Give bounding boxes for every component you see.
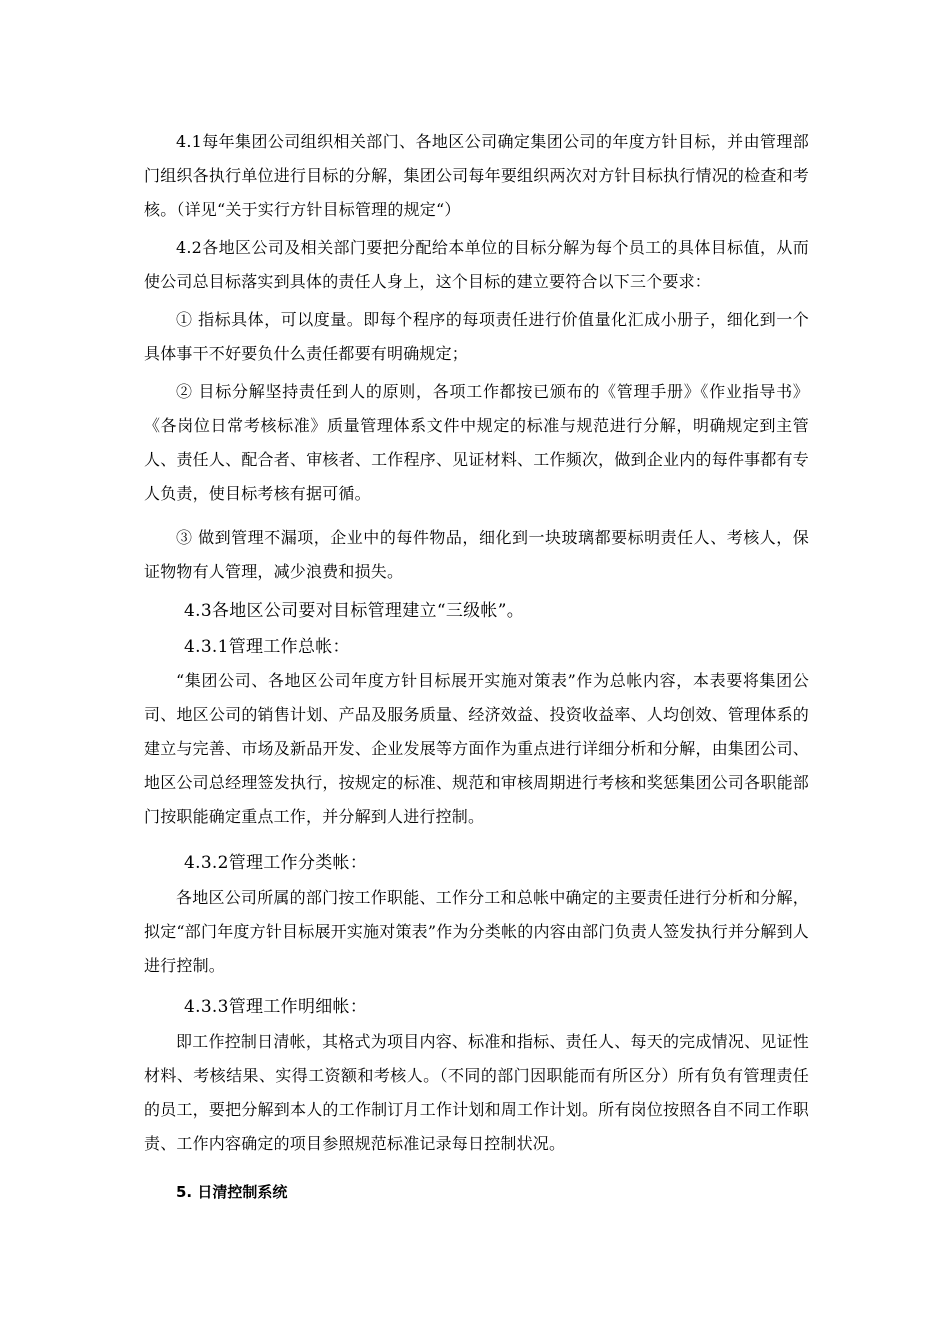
heading-4-3-1: 4.3.1管理工作总帐： — [184, 637, 350, 657]
paragraph-4-3-2: 各地区公司所属的部门按工作职能、工作分工和总帐中确定的主要责任进行分析和分解，拟定“部门年度方针目标展开实施对策表”作为分类帐的内容由部门负责人签发执行并分解到人进行控制。 — [144, 888, 809, 975]
paragraph-4-1: 4.1每年集团公司组织相关部门、各地区公司确定集团公司的年度方针目标，并由管理部门组织各执行单位进行目标的分解，集团公司每年要组织两次对方针目标执行情况的检查和考核。（详见“关于实行方针目标管理的规定“） — [144, 132, 809, 219]
requirement-3: ③ 做到管理不漏项，企业中的每件物品，细化到一块玻璃都要标明责任人、考核人，保证物物有人管理，减少浪费和损失。 — [144, 528, 809, 581]
requirement-1: ① 指标具体，可以度量。即每个程序的每项责任进行价值量化汇成小册子，细化到一个具体事干不好要负什么责任都要有明确规定； — [144, 310, 809, 363]
paragraph-4-2: 4.2各地区公司及相关部门要把分配给本单位的目标分解为每个员工的具体目标值，从而使公司总目标落实到具体的责任人身上，这个目标的建立要符合以下三个要求： — [144, 238, 809, 291]
section-5-title: 5. 日清控制系统 — [176, 1183, 288, 1201]
heading-4-3-3: 4.3.3管理工作明细帐： — [184, 997, 368, 1017]
paragraph-4-3-1: “集团公司、各地区公司年度方针目标展开实施对策表”作为总帐内容，本表要将集团公司、地区公司的销售计划、产品及服务质量、经济效益、投资收益率、人均创效、管理体系的建立与完善、市场及新品开发、企业发展等方面作为重点进行详细分析和分解，由集团公司、地区公司总经理签发执行，按规定的标准、规范和审核周期进行考核和奖惩集团公司各职能部门按职能确定重点工作，并分解到人进行控制。 — [144, 671, 809, 826]
requirement-2: ② 目标分解坚持责任到人的原则，各项工作都按已颁布的《管理手册》《作业指导书》《各岗位日常考核标准》质量管理体系文件中规定的标准与规范进行分解，明确规定到主管人、责任人、配合者、审核者、工作程序、见证材料、工作频次，做到企业内的每件事都有专人负责，使目标考核有据可循。 — [144, 382, 809, 503]
paragraph-4-3-3: 即工作控制日清帐，其格式为项目内容、标准和指标、责任人、每天的完成情况、见证性材料、考核结果、实得工资额和考核人。（不同的部门因职能而有所区分）所有负有管理责任的员工，要把分解到本人的工作制订月工作计划和周工作计划。所有岗位按照各自不同工作职责、工作内容确定的项目参照规范标准记录每日控制状况。 — [144, 1032, 809, 1153]
heading-4-3: 4.3各地区公司要对目标管理建立“三级帐”。 — [184, 601, 525, 621]
heading-4-3-2: 4.3.2管理工作分类帐： — [184, 853, 368, 873]
